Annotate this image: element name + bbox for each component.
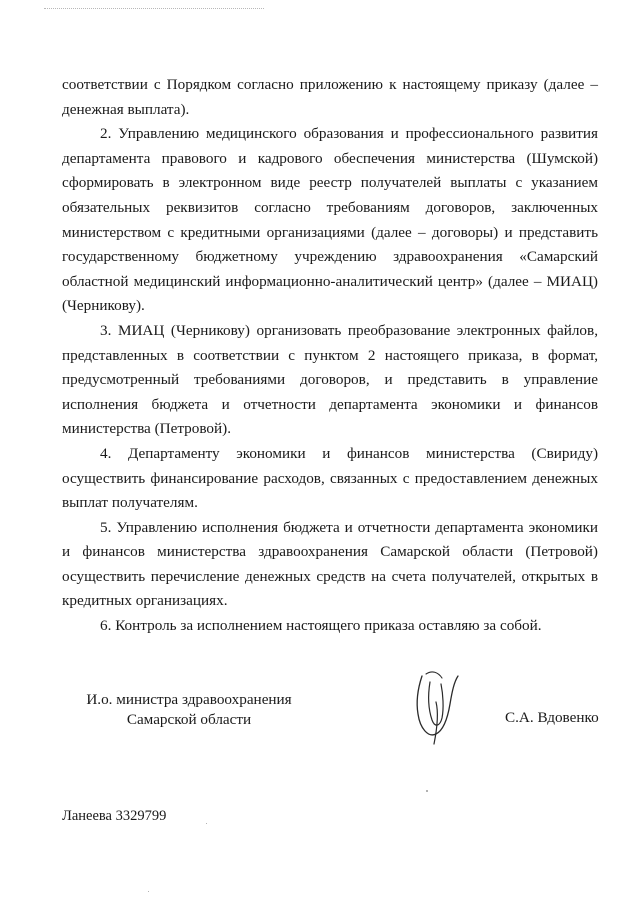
handwritten-signature	[408, 668, 466, 746]
scan-speck	[206, 823, 207, 824]
paragraph-item-4: 4. Департаменту экономики и финансов министерства (Свириду) осуществить финансирование расходов, связанных с предоставлением денежных выплат получателям.	[62, 444, 598, 512]
paragraph-item-2: 2. Управлению медицинского образования и профессионального развития департамента правового и кадрового обеспечения министерства (Шумской) сформировать в электронном виде реестр получателей выплаты с указанием обязательных реквизитов согласно требованиям договоров, заключенных министерством с кредитными организациями (далее – договоры) и представить государственному бюджетному учреждению здравоохранения «Самарский областной медицинский информационно-аналитический центр» (далее – МИАЦ) (Черникову).	[62, 125, 598, 315]
signatory-position-line1: И.о. министра здравоохранения	[86, 691, 292, 708]
paragraph-continuation: соответствии с Порядком согласно приложению к настоящему приказу (далее – денежная выплата).	[62, 76, 598, 118]
paragraph-item-5: 5. Управлению исполнения бюджета и отчетности департамента экономики и финансов министерства здравоохранения Самарской области (Петровой) осуществить перечисление денежных средств на счета получателей, открытых в кредитных организациях.	[62, 518, 598, 610]
paragraph-item-6: 6. Контроль за исполнением настоящего приказа оставляю за собой.	[100, 617, 542, 635]
scan-speck	[426, 790, 428, 792]
signatory-position	[84, 690, 294, 730]
scan-speck	[148, 891, 149, 892]
document-body	[62, 73, 598, 639]
page-top-border	[44, 8, 264, 9]
signatory-position-line2: Самарской области	[126, 711, 252, 728]
paragraph-item-3: 3. МИАЦ (Черникову) организовать преобразование электронных файлов, представленных в соответствии с пунктом 2 настоящего приказа, в формат, предусмотренный требованиями договоров, и представить в управление исполнения бюджета и отчетности департамента экономики и финансов министерства (Петровой).	[62, 321, 598, 438]
signatory-name: С.А. Вдовенко	[505, 709, 599, 726]
executor-contact: Ланеева 3329799	[62, 808, 167, 824]
